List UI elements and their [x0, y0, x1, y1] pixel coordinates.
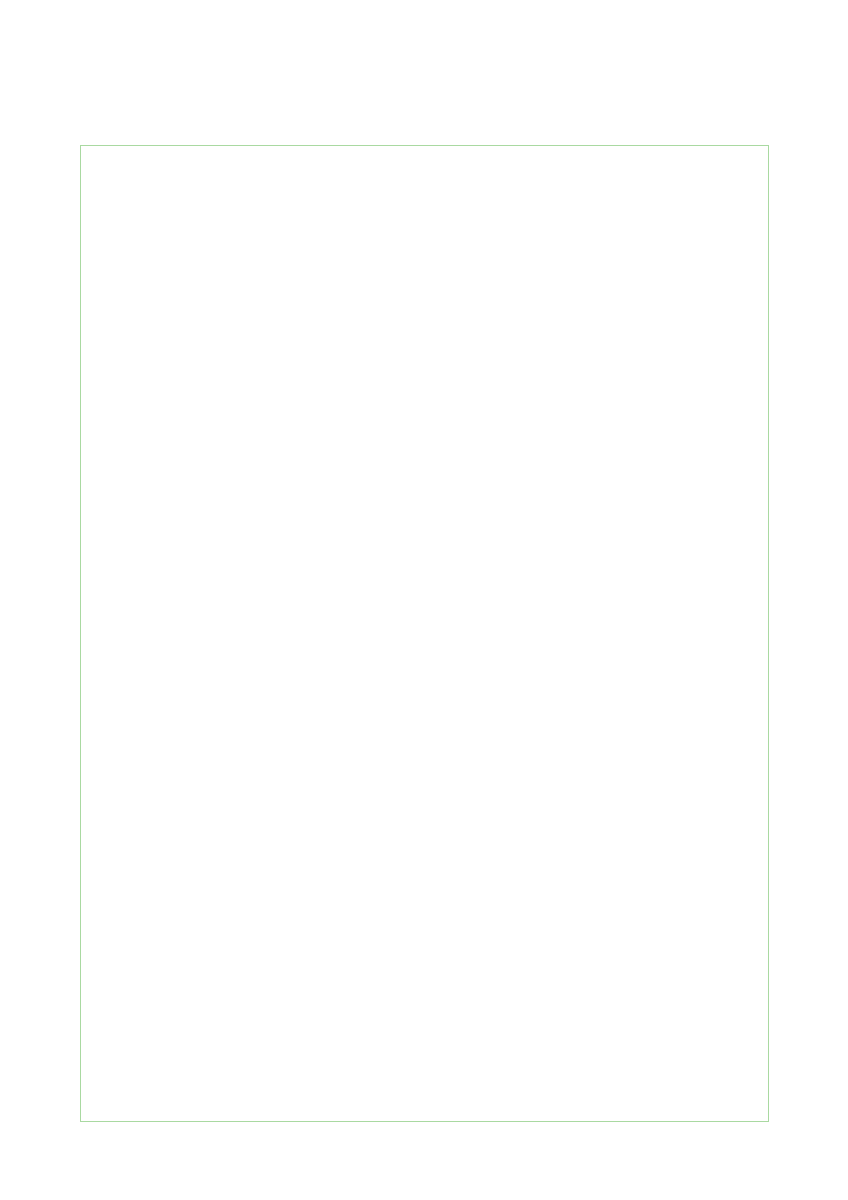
tracing-grid [81, 206, 770, 776]
practice-sheet [80, 145, 769, 1122]
